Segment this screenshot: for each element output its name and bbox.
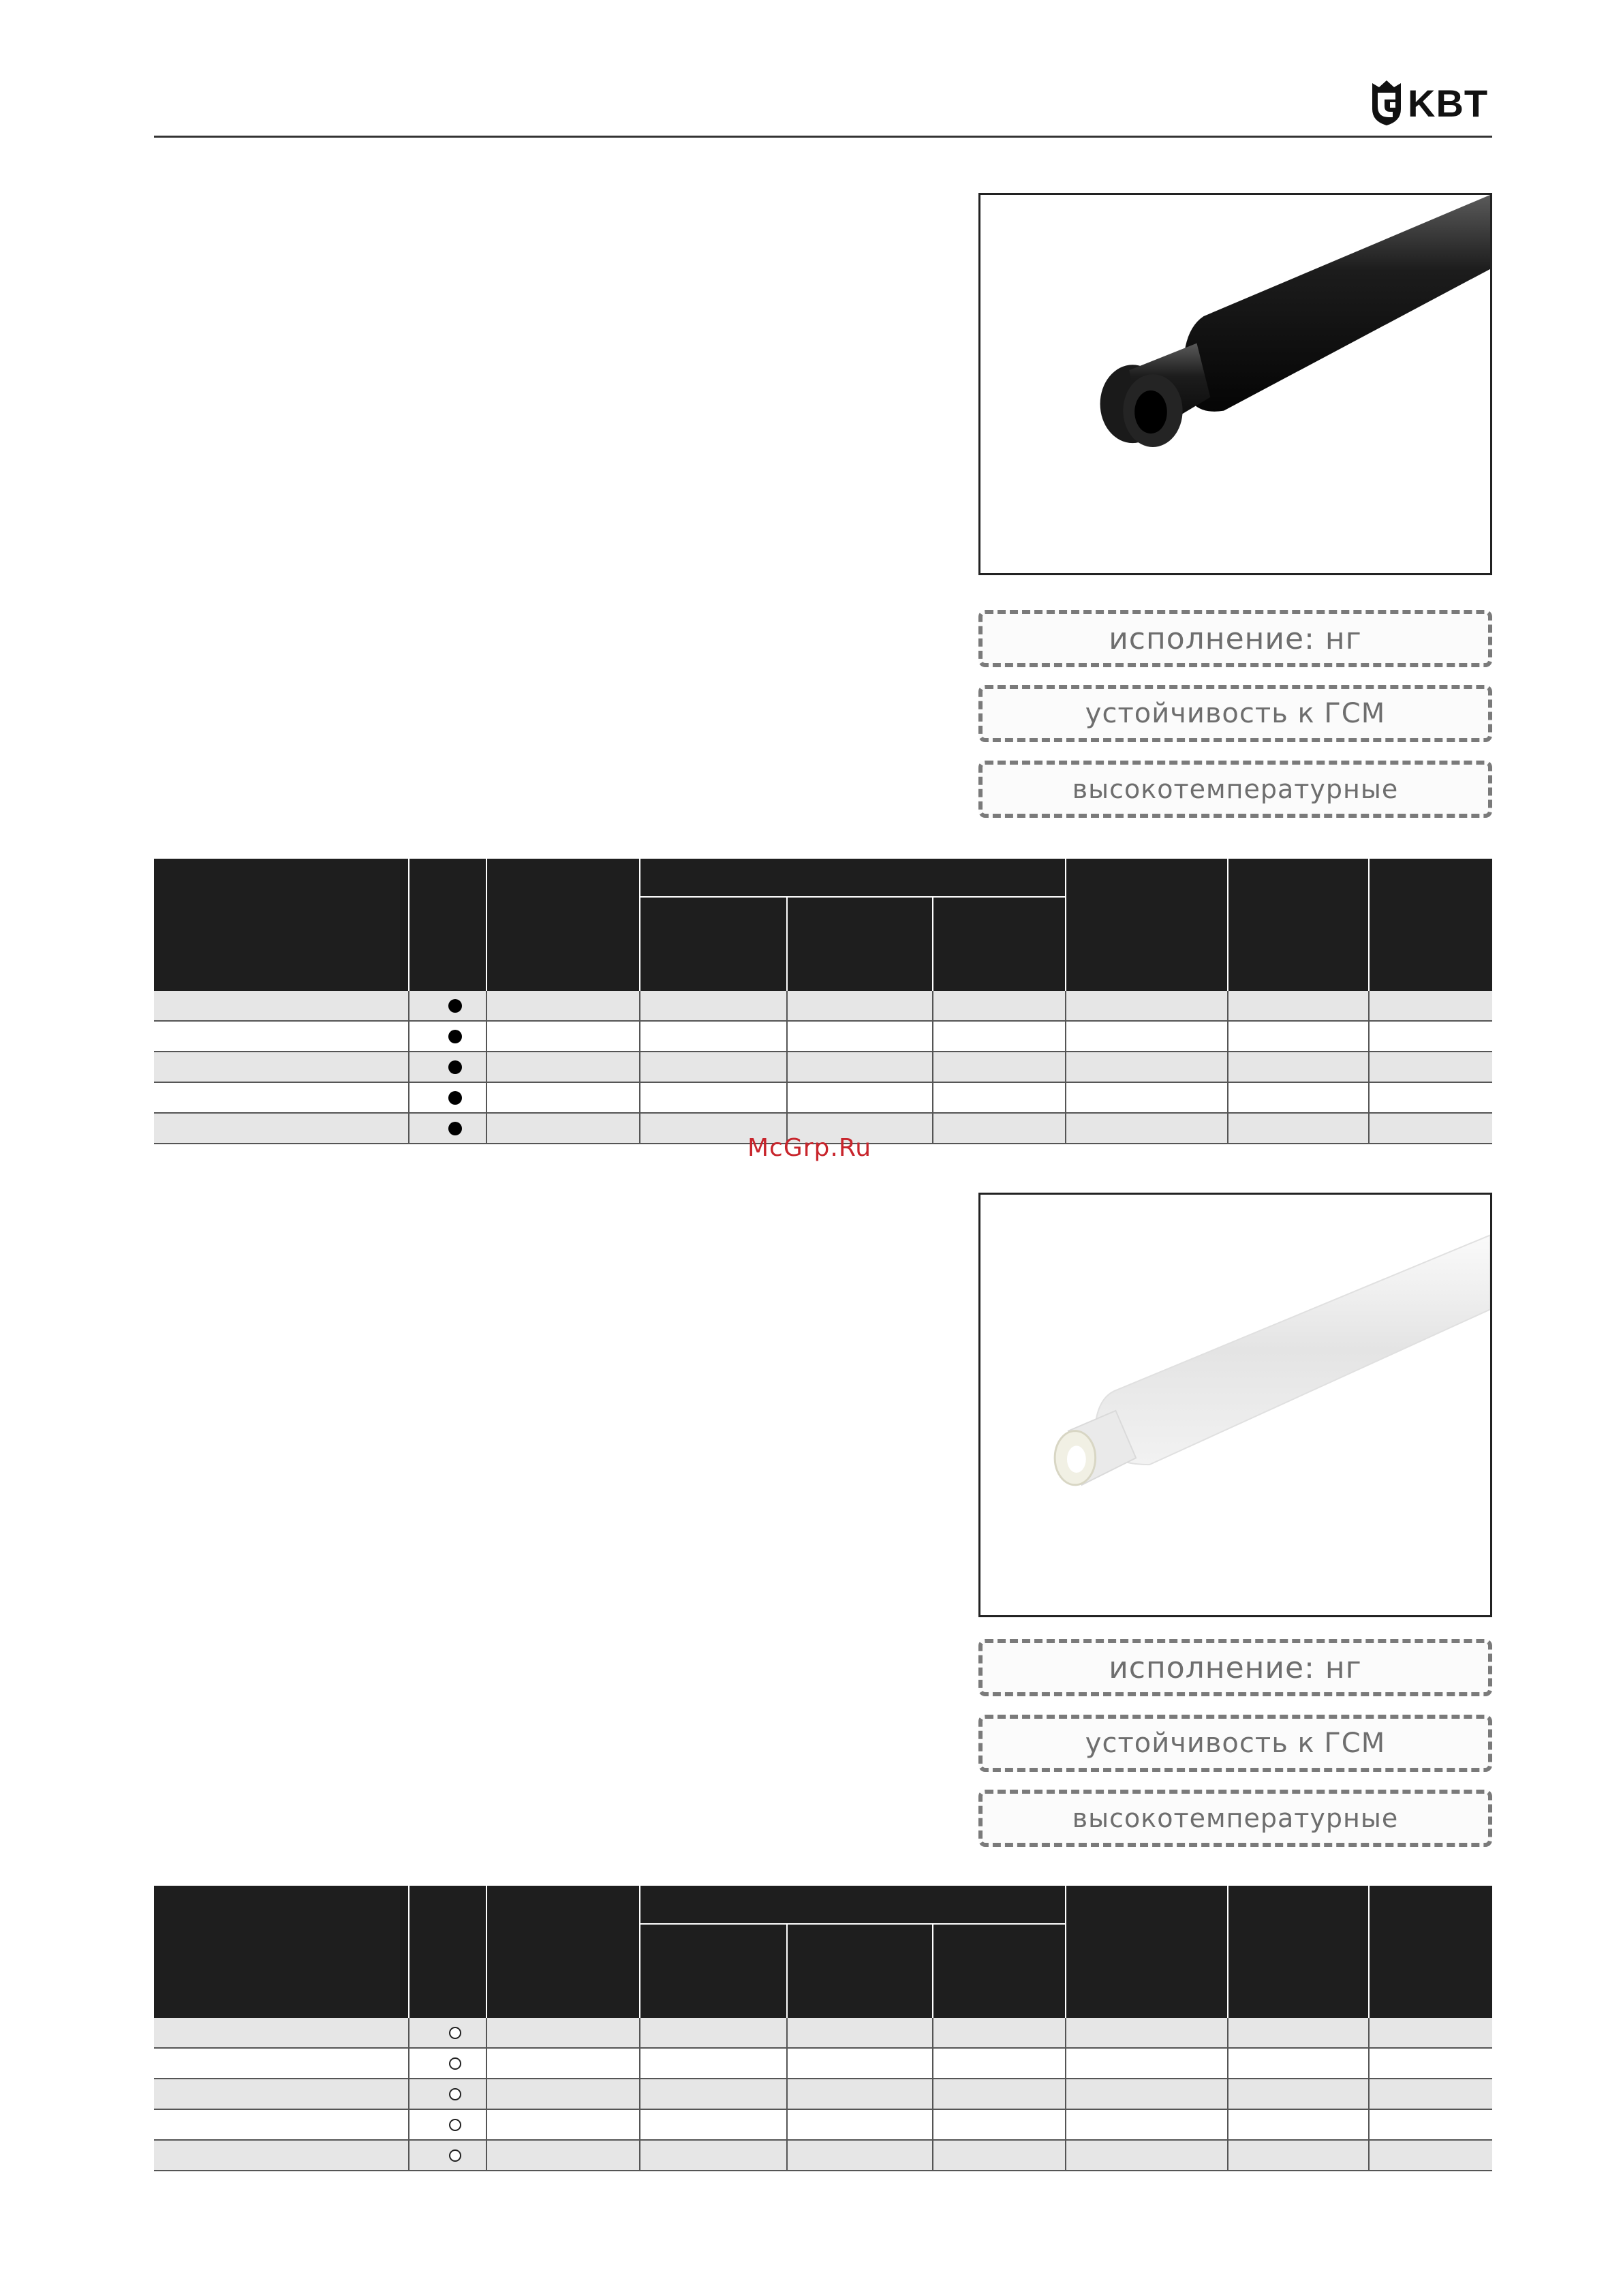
open-dot-icon — [449, 2088, 461, 2100]
column-divider — [932, 1052, 933, 1082]
column-divider — [639, 1083, 640, 1112]
color-marker — [445, 1083, 465, 1112]
column-divider — [1227, 2018, 1228, 2047]
filled-dot-icon — [448, 1060, 462, 1074]
column-divider — [1368, 2079, 1370, 2109]
badge-high-temperature: высокотемпературные — [978, 761, 1492, 818]
column-divider — [408, 2141, 409, 2170]
column-divider — [1227, 2079, 1228, 2109]
open-dot-icon — [449, 2057, 461, 2070]
column-divider — [786, 2049, 788, 2078]
watermark: McGrp.Ru — [747, 1134, 872, 1162]
color-marker — [445, 2079, 465, 2109]
badge-flame-retardant: исполнение: нг — [978, 1639, 1492, 1696]
column-divider — [932, 2049, 933, 2078]
column-divider — [486, 2049, 487, 2078]
column-divider — [786, 2110, 788, 2139]
column-divider — [932, 1022, 933, 1051]
color-marker — [445, 2049, 465, 2078]
transparent-tube-photo — [978, 1193, 1492, 1617]
column-divider — [1368, 2110, 1370, 2139]
column-divider — [786, 1022, 788, 1051]
kvt-shield-logo-icon — [1370, 79, 1404, 127]
badge-fuel-resistant: устойчивость к ГСМ — [978, 685, 1492, 742]
table-row — [154, 2141, 1492, 2171]
column-divider — [1065, 991, 1066, 1020]
column-divider — [486, 2018, 487, 2047]
column-divider — [639, 2110, 640, 2139]
column-divider — [1227, 1022, 1228, 1051]
column-divider — [786, 991, 788, 1020]
badge-high-temperature: высокотемпературные — [978, 1790, 1492, 1847]
column-divider — [486, 1114, 487, 1143]
column-divider — [786, 2141, 788, 2170]
open-dot-icon — [449, 2149, 461, 2162]
column-divider — [486, 1083, 487, 1112]
table-row — [154, 1022, 1492, 1052]
column-divider — [1368, 1052, 1370, 1082]
table-row — [154, 2110, 1492, 2141]
column-divider — [1065, 2018, 1066, 2047]
table-header — [154, 859, 1492, 991]
column-divider — [639, 991, 640, 1020]
column-divider — [1065, 1083, 1066, 1112]
filled-dot-icon — [448, 1091, 462, 1105]
column-divider — [1065, 1114, 1066, 1143]
column-divider — [1368, 1022, 1370, 1051]
table-row — [154, 2018, 1492, 2049]
column-divider — [486, 2141, 487, 2170]
column-divider — [932, 2110, 933, 2139]
column-divider — [1368, 2018, 1370, 2047]
column-divider — [486, 1022, 487, 1051]
table-row — [154, 2049, 1492, 2079]
table-row — [154, 2079, 1492, 2110]
column-divider — [932, 2079, 933, 2109]
column-divider — [1065, 1052, 1066, 1082]
column-divider — [408, 1052, 409, 1082]
column-divider — [1368, 2141, 1370, 2170]
black-tube-photo — [978, 193, 1492, 575]
column-divider — [639, 1052, 640, 1082]
column-divider — [786, 1083, 788, 1112]
column-divider — [932, 2018, 933, 2047]
kvt-logo — [1370, 72, 1496, 134]
table-row — [154, 1052, 1492, 1083]
badge-fuel-resistant: устойчивость к ГСМ — [978, 1715, 1492, 1772]
column-divider — [1368, 1114, 1370, 1143]
badge-flame-retardant: исполнение: нг — [978, 610, 1492, 667]
column-divider — [408, 2018, 409, 2047]
column-divider — [1065, 2079, 1066, 2109]
column-divider — [639, 1114, 640, 1143]
column-divider — [786, 2079, 788, 2109]
color-marker — [445, 2110, 465, 2139]
column-divider — [932, 1083, 933, 1112]
color-marker — [445, 1052, 465, 1082]
column-divider — [639, 2141, 640, 2170]
table-row — [154, 1083, 1492, 1114]
column-divider — [408, 2049, 409, 2078]
column-divider — [1368, 1083, 1370, 1112]
color-marker — [445, 991, 465, 1020]
table-header — [154, 1886, 1492, 2018]
column-divider — [1065, 2141, 1066, 2170]
logo-text: KBT — [1408, 81, 1489, 125]
column-divider — [486, 2079, 487, 2109]
table-row — [154, 991, 1492, 1022]
header-rule — [154, 136, 1492, 138]
column-divider — [408, 1022, 409, 1051]
color-marker — [445, 2018, 465, 2047]
column-divider — [1227, 2141, 1228, 2170]
filled-dot-icon — [448, 1122, 462, 1135]
column-divider — [408, 1083, 409, 1112]
column-divider — [1227, 2110, 1228, 2139]
column-divider — [1227, 1083, 1228, 1112]
column-divider — [639, 2079, 640, 2109]
filled-dot-icon — [448, 1030, 462, 1043]
column-divider — [639, 2049, 640, 2078]
column-divider — [639, 1022, 640, 1051]
column-divider — [408, 2079, 409, 2109]
column-divider — [932, 2141, 933, 2170]
column-divider — [1227, 991, 1228, 1020]
column-divider — [786, 1052, 788, 1082]
column-divider — [486, 1052, 487, 1082]
column-divider — [1227, 1114, 1228, 1143]
column-divider — [1368, 991, 1370, 1020]
column-divider — [408, 991, 409, 1020]
color-marker — [445, 2141, 465, 2170]
column-divider — [1065, 2049, 1066, 2078]
color-marker — [445, 1114, 465, 1143]
column-divider — [1227, 1052, 1228, 1082]
column-divider — [1065, 2110, 1066, 2139]
column-divider — [639, 2018, 640, 2047]
column-divider — [408, 1114, 409, 1143]
open-dot-icon — [449, 2119, 461, 2131]
column-divider — [1227, 2049, 1228, 2078]
column-divider — [486, 2110, 487, 2139]
column-divider — [1065, 1022, 1066, 1051]
column-divider — [486, 991, 487, 1020]
color-marker — [445, 1022, 465, 1051]
column-divider — [932, 1114, 933, 1143]
column-divider — [408, 2110, 409, 2139]
column-divider — [786, 2018, 788, 2047]
column-divider — [1368, 2049, 1370, 2078]
column-divider — [932, 991, 933, 1020]
open-dot-icon — [449, 2027, 461, 2039]
filled-dot-icon — [448, 999, 462, 1013]
